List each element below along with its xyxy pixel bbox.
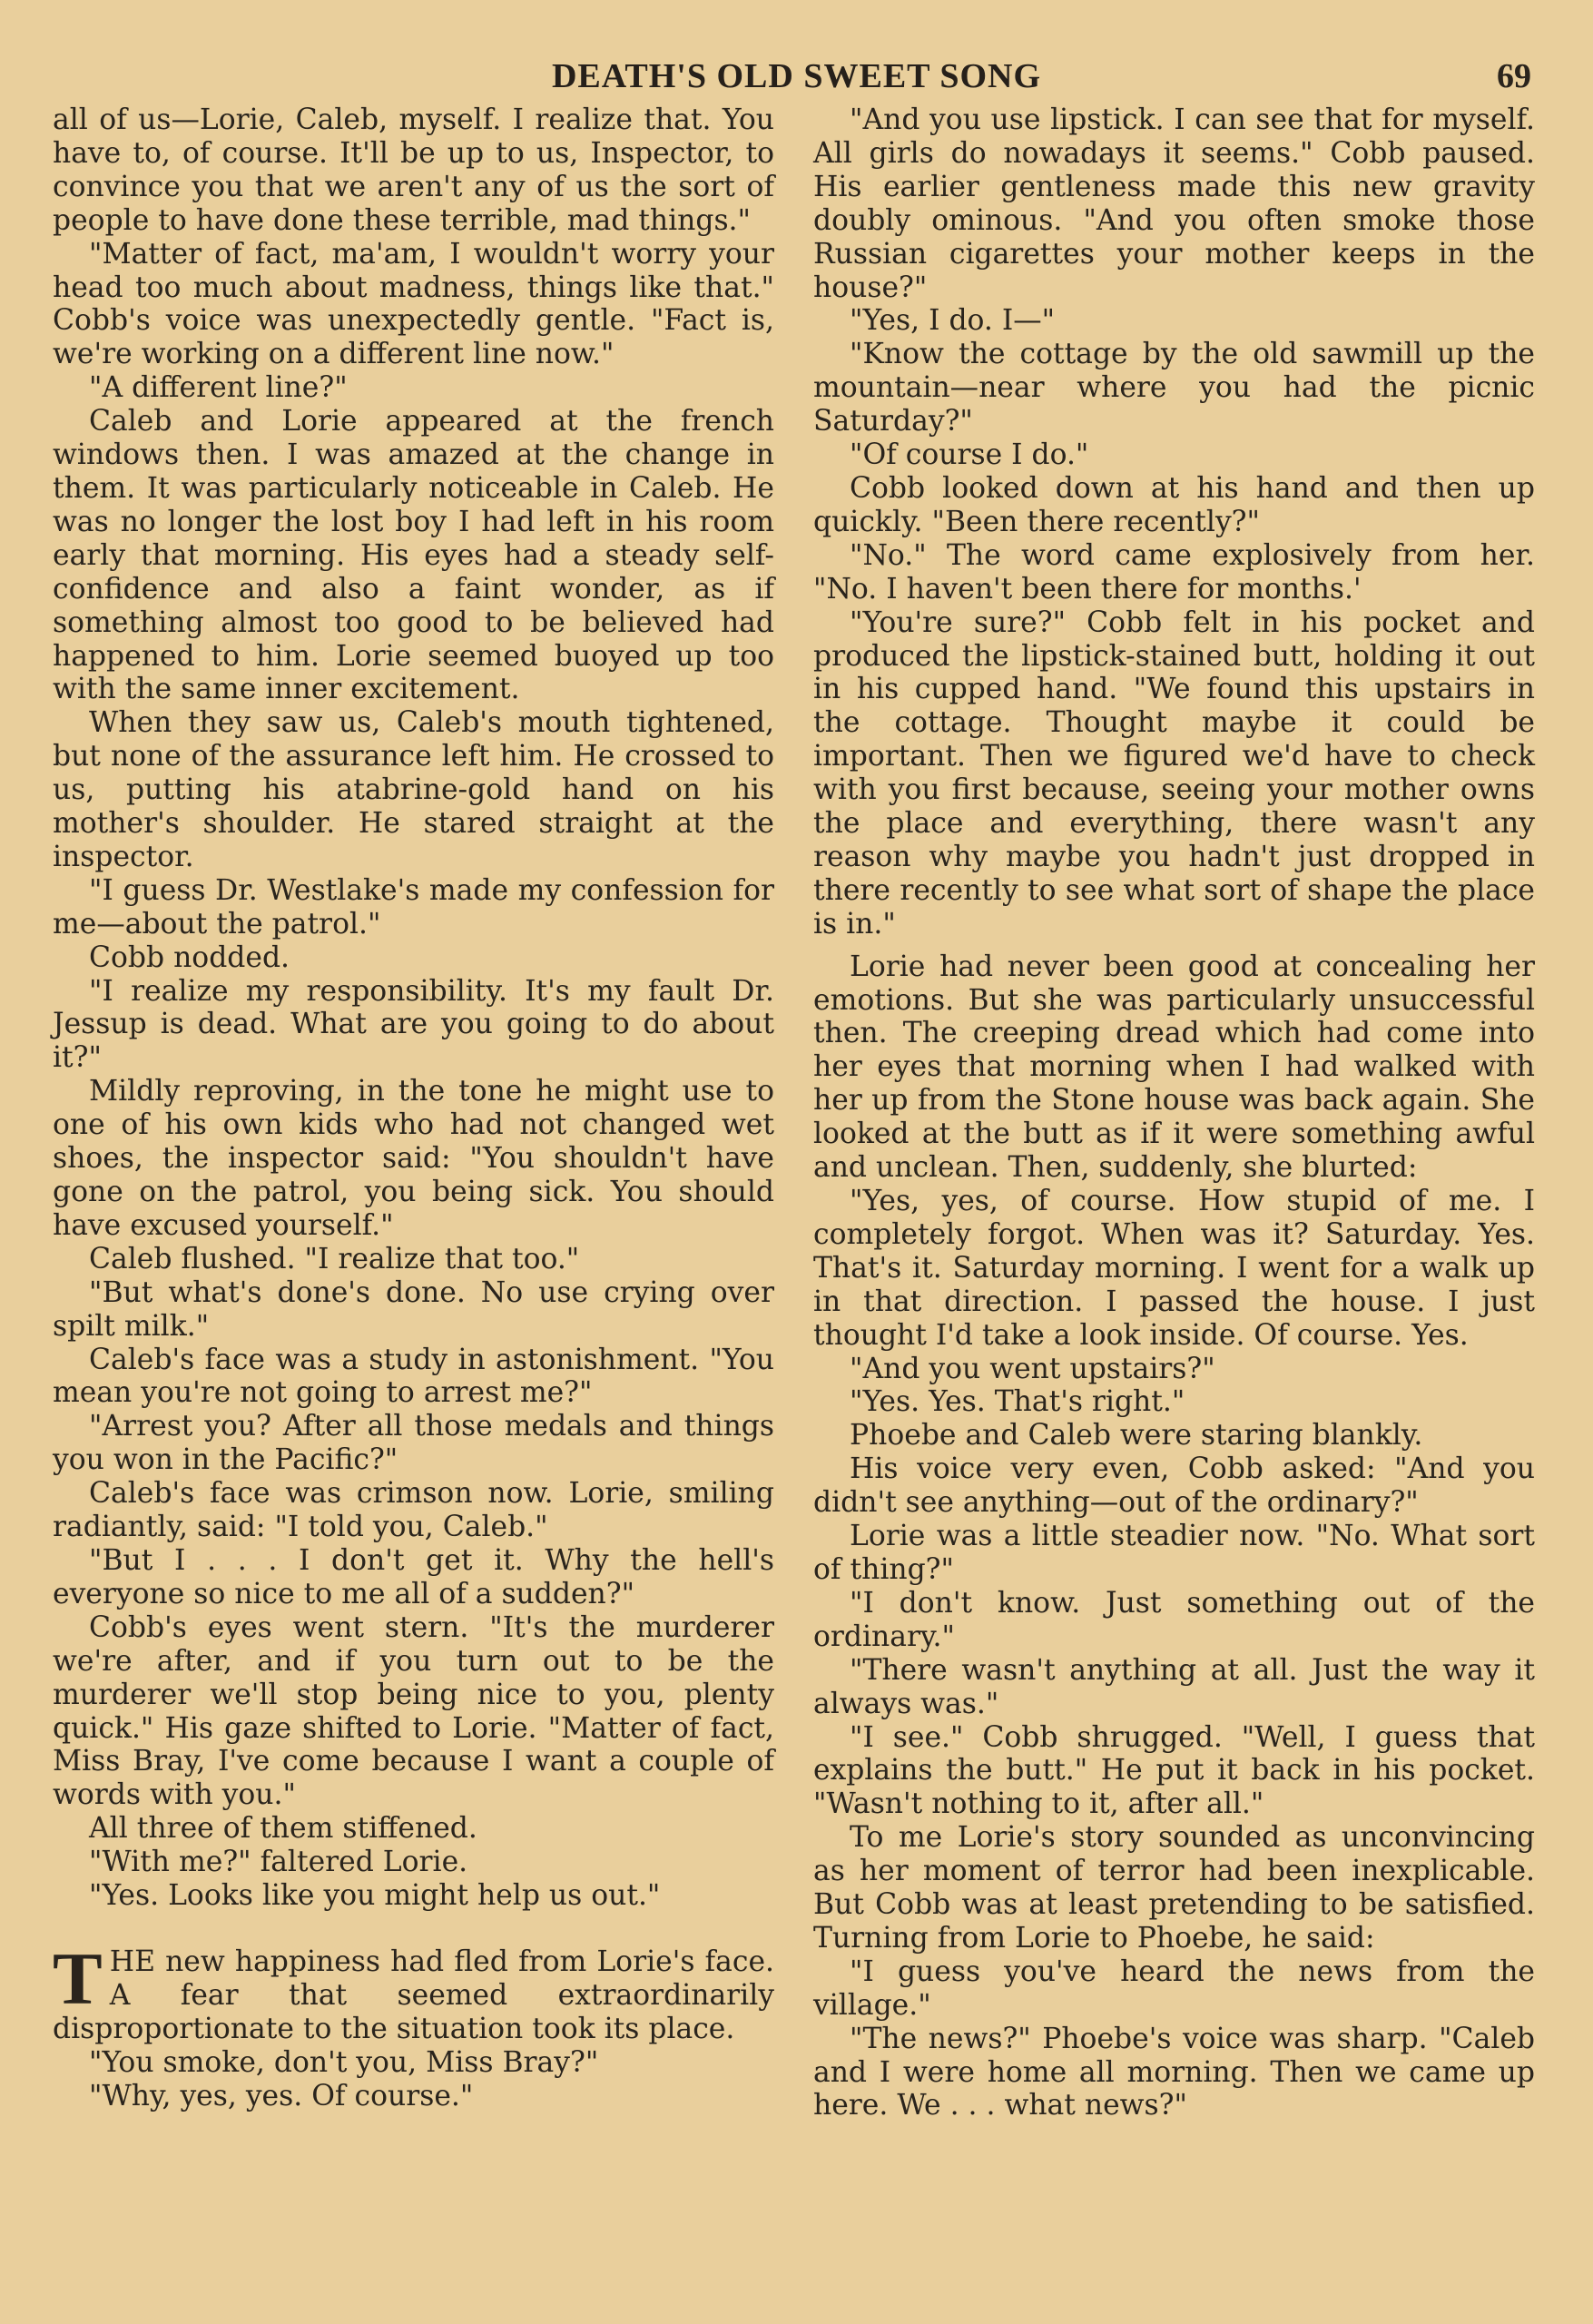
drop-cap: T [53, 1936, 103, 2020]
paragraph: "Yes. Looks like you might help us out." [89, 1879, 661, 1913]
paragraph: "But what's done's done. No use crying over spilt milk." [53, 1275, 774, 1343]
paragraph: Cobb looked down at his hand and then up quickly. "Been there recently?" [813, 471, 1535, 538]
paragraph: "I see." Cobb shrugged. "Well, I guess that explains the butt." He put it back in his pocket. "Wasn't nothing to it, after all." [813, 1720, 1535, 1821]
paragraph: "I realize my responsibility. It's my fault Dr. Jessup is dead. What are you going to do about it?" [53, 974, 774, 1075]
left-column [53, 103, 774, 2112]
paragraph: "You smoke, don't you, Miss Bray?" [89, 2045, 599, 2079]
paragraph: Caleb and Lorie appeared at the french windows then. I was amazed at the change in them. It was particularly noticeable in Caleb. He was no longer the lost boy I had left in his room early that morning. His eyes had a steady self-confidence and also a faint wonder, as if something almost too good to be believed had happened to him. Lorie seemed buoyed up too with the same inner excitement. [53, 405, 774, 706]
paragraph: "A different line?" [89, 371, 348, 405]
section-opening [53, 1936, 774, 2046]
running-title: DEATH'S OLD SWEET SONG [551, 57, 1042, 95]
paragraph: "And you went upstairs?" [850, 1352, 1215, 1385]
paragraph: When they saw us, Caleb's mouth tightened, but none of the assurance left him. He crossed to us, putting his atabrine-gold hand on his mother's shoulder. He stared straight at the inspector. [53, 706, 774, 873]
paragraph: Phoebe and Caleb were staring blankly. [850, 1419, 1423, 1452]
paragraph: "There wasn't anything at all. Just the way it always was." [813, 1653, 1535, 1720]
paragraph: "And you use lipstick. I can see that for myself. All girls do nowadays it seems." Cobb paused. His earlier gentleness made this new gravity doubly ominous. "And you often smoke those Russian cigarettes your mother keeps in the house?" [813, 103, 1535, 304]
paragraph: His voice very even, Cobb asked: "And you didn't see anything—out of the ordinary?" [813, 1452, 1535, 1520]
paragraph: Caleb flushed. "I realize that too." [89, 1242, 580, 1275]
paragraph: Lorie was a little steadier now. "No. What sort of thing?" [813, 1520, 1535, 1586]
paragraph: To me Lorie's story sounded as unconvincing as her moment of terror had been inexplicable. But Cobb was at least pretending to be satisfied. Turning from Lorie to Phoebe, he said: [813, 1821, 1535, 1955]
paragraph: Mildly reproving, in the tone he might use to one of his own kids who had not changed wet shoes, the inspector said: "You shouldn't have gone on the patrol, you being sick. You should have excused yourself." [53, 1075, 774, 1242]
paragraph: Caleb's face was a study in astonishment. "You mean you're not going to arrest me?" [53, 1343, 774, 1410]
paragraph: "The news?" Phoebe's voice was sharp. "Caleb and I were home all morning. Then we came up here. We . . . what news?" [813, 2022, 1535, 2122]
section-text: HE new happiness had fled from Lorie's face. A fear that seemed extraordinarily disproportionate to the situation took its place. [53, 1945, 774, 2045]
page-number: 69 [1497, 57, 1531, 95]
paragraph: "Of course I do." [850, 438, 1089, 472]
paragraph: "I guess Dr. Westlake's made my confession for me—about the patrol." [53, 873, 774, 940]
paragraph: "Yes, I do. I—" [850, 304, 1056, 338]
paragraph: "With me?" faltered Lorie. [89, 1846, 468, 1879]
paragraph: Lorie had never been good at concealing her emotions. But she was particularly unsuccessful then. The creeping dread which had come into her eyes that morning when I had walked with her up from the Stone house was back again. She looked at the butt as if it were something awful and unclean. Then, suddenly, she blurted: [813, 950, 1535, 1185]
paragraph: Caleb's face was crimson now. Lorie, smiling radiantly, said: "I told you, Caleb." [53, 1477, 774, 1544]
paragraph: Cobb's eyes went stern. "It's the murderer we're after, and if you turn out to be the murderer we'll stop being nice to you, plenty quick." His gaze shifted to Lorie. "Matter of fact, Miss Bray, I've come because I want a couple of words with you." [53, 1610, 774, 1812]
paragraph: "Matter of fact, ma'am, I wouldn't worry your head too much about madness, things like that." Cobb's voice was unexpectedly gentle. "Fact is, we're working on a different line now." [53, 237, 774, 371]
paragraph: "I don't know. Just something out of the ordinary." [813, 1586, 1535, 1653]
paragraph: "You're sure?" Cobb felt in his pocket and produced the lipstick-stained butt, holding it out in his cupped hand. "We found this upstairs in the cottage. Thought maybe it could be important. Then we figured we'd have to check with you first because, seeing your mother owns the place and everything, there wasn't any reason why maybe you hadn't just dropped in there recently to see what sort of shape the place is in." [813, 606, 1535, 940]
paragraph: "Yes. Yes. That's right." [850, 1385, 1185, 1419]
page-header [0, 56, 1593, 102]
paragraph: "Why, yes, yes. Of course." [89, 2079, 474, 2112]
paragraph: Cobb nodded. [89, 940, 290, 974]
paragraph: "But I . . . I don't get it. Why the hell's everyone so nice to me all of a sudden?" [53, 1543, 774, 1610]
paragraph: "I guess you've heard the news from the village." [813, 1955, 1535, 2022]
paragraph: "No." The word came explosively from her. "No. I haven't been there for months.' [813, 538, 1535, 606]
paragraph: "Know the cottage by the old sawmill up the mountain—near where you had the picnic Saturday?" [813, 338, 1535, 438]
paragraph: "Arrest you? After all those medals and things you won in the Pacific?" [53, 1410, 774, 1477]
right-column [813, 103, 1535, 2122]
paragraph: all of us—Lorie, Caleb, myself. I realize that. You have to, of course. It'll be up to us, Inspector, to convince you that we aren't any of us the sort of people to have done these terrible, mad things." [53, 103, 774, 237]
paragraph: All three of them stiffened. [89, 1812, 477, 1846]
paragraph: "Yes, yes, of course. How stupid of me. I completely forgot. When was it? Saturday. Yes. That's it. Saturday morning. I went for a walk up in that direction. I passed the house. I just thought I'd take a look inside. Of course. Yes. [813, 1185, 1535, 1352]
